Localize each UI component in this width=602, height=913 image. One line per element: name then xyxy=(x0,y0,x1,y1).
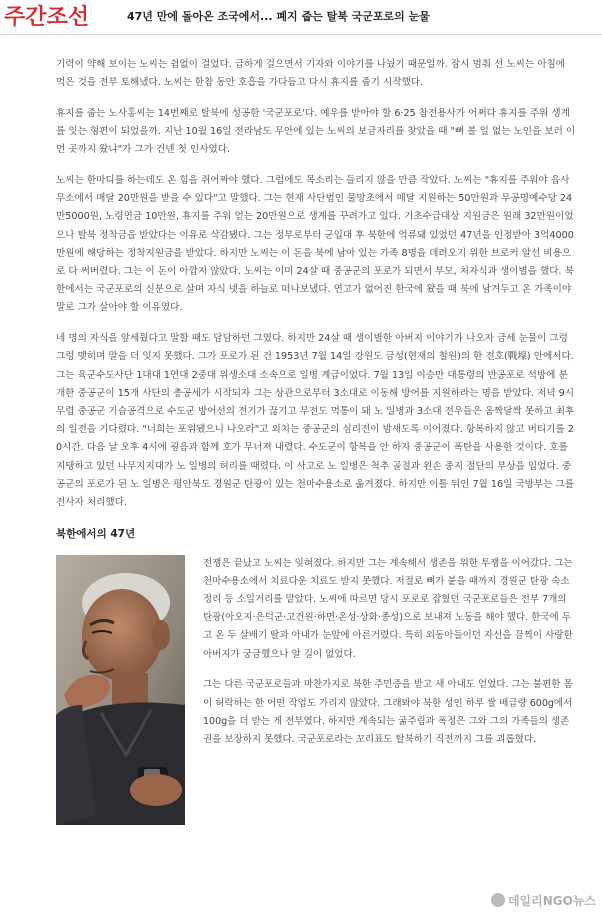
site-header xyxy=(0,0,602,35)
site-logo[interactable]: 주간조선 xyxy=(4,4,90,30)
article-paragraph-4: 네 명의 자식을 앞세웠다고 말할 때도 담담하던 그였다. 하지만 24살 때 생이별한 아버지 이야기가 나오자 금세 눈물이 그렁그렁 맺히며 말을 더 잇지 못했다. 그가 포로가 된 건 1953년 7월 14일 강원도 금성(현재의 철원)의 한 전호(戰壕) 안에서다. 그는 육군수도사단 1대대 1연대 2중대 위생소대 소속으로 일병 계급이었다. 7월 13일 이승만 대통령의 반공포로 석방에 분개한 중공군이 15개 사단의 총공세가 시작되자 그는 상관으로부터 3소대로 이동해 방어를 지원하라는 명을 받았다. 저녁 9시 무렵 중공군 기습공격으로 수도군 방어선의 전기가 끊기고 무전도 먹통이 돼 노 일병과 3소대 전우들은 옴짝달싹 못하고 최후의 일전을 기다렸다. "너희는 포위됐으니 나오라"고 외치는 중공군의 심리전이 밤새도록 이어졌다. 항복하지 않고 버티기를 20시간. 다음 날 오후 4시에 굉음과 함께 호가 무너져 내렸다. 수도군이 항복을 안 하자 중공군이 폭탄을 사용한 것이다. 호를 지탱하고 있던 나무지지대가 노 일병의 허리를 때렸다. 이 사고로 노 일병은 척추 골절과 왼손 중지 절단의 부상을 입었다. 중공군의 포로가 된 노 일병은 평안북도 경원군 탄광이 있는 천마수용소로 옮겨졌다. 하지만 이틀 뒤인 7월 16일 국방부는 그를 전사자 처리했다. xyxy=(56,333,575,508)
side-paragraph-1: 전쟁은 끝났고 노씨는 잊혀졌다. 하지만 그는 계속해서 생존을 위한 투쟁을 이어갔다. 그는 천마수용소에서 치료다운 치료도 받지 못했다. 저절로 뼈가 붙을 때까지 경원군 탄광 숙소 정리 등 소일거리를 맡았다. 노씨에 따르면 당시 포로로 잡혔던 국군포로들은 전부 7개의 탄광(아오지·은덕군·고건원·하면·온성·상화·종성)으로 보내져 노동을 해야 했다. 한국에 두고 온 두 살배기 딸과 아내가 눈앞에 아른거렸다. 특히 외동아들이던 자신을 끔찍이 사랑한 아버지가 궁금했으나 알 길이 없었다. xyxy=(203,557,573,660)
side-paragraph-2: 그는 다른 국군포로들과 마찬가지로 북한 주민증을 받고 새 아내도 얻었다. 그는 불편한 몸이 허락하는 한 어떤 작업도 가리지 않았다. 그래봐야 북한 성인 하루 쌀 배급량 600g에서 100g을 더 받는 게 전부였다. 하지만 계속되는 굶주림과 폭정은 그와 그의 가족들의 생존권을 보장하지 못했다. 국군포로라는 꼬리표도 탈북하기 직전까지 그를 괴롭혔다. xyxy=(203,679,573,745)
photo-section xyxy=(56,555,576,825)
watermark-circle-icon xyxy=(491,893,505,907)
watermark-logo xyxy=(491,892,596,909)
watermark-text: 데일리NGO뉴스 xyxy=(507,894,596,908)
article-paragraph-3: 노씨는 한마디를 하는데도 온 힘을 쥐어짜야 했다. 그럼에도 목소리는 들리지 않을 만큼 작았다. 노씨는 "휴지를 주워야 읍사무소에서 매달 20만원을 받을 수 있다"고 말했다. 그는 현재 사단법인 물망초에서 매달 지원하는 50만원과 무공명예수당 24만5000원, 노령연금 10만원, 휴지를 주워 얻는 20만원으로 생계를 꾸려가고 있다. 기초수급대상 지원금은 원래 32만원이었으나 탈북 정착금을 받았다는 이유로 삭감됐다. 그는 정부로부터 군입대 후 북한에 억류돼 있었던 47년을 인정받아 3억4000만원에 해당하는 정착지원금을 받았다. 하지만 노씨는 이 돈을 북에 남아 있는 가족 8명을 데려오기 위한 브로커 알선 비용으로 다 써버렸다. 그는 이 돈이 아깝지 않았다. 노씨는 이미 24살 때 중공군의 포로가 되면서 부모, 처자식과 생이별을 했다. 북한에서는 국군포로의 신분으로 살며 자식 넷을 하늘로 떠나보냈다. 연고가 없어진 한국에 왔을 때 북에 남겨두고 온 가족이야말로 그가 살아야 할 이유였다. xyxy=(56,175,574,314)
elderly-man-photo xyxy=(56,555,185,825)
portrait-illustration-icon xyxy=(56,555,185,825)
article-body xyxy=(56,56,576,825)
article-headline: 47년 만에 돌아온 조국에서... 폐지 줍는 탈북 국군포로의 눈물 xyxy=(127,10,430,23)
article-paragraph-2: 휴지를 줍는 노사홍씨는 14번째로 탈북에 성공한 '국군포로'다. 예우를 받아야 할 6·25 참전용사가 어쩌다 휴지를 주워 생계를 잇는 형편이 되었을까. 지난 10월 16일 전라남도 무안에 있는 노씨의 보금자리를 찾았을 때 "뼈 볼 일 없는 노인을 보러 이 먼 곳까지 왔냐"가 그가 건넨 첫 인사였다. xyxy=(56,107,576,156)
article-paragraph-1: 기력이 약해 보이는 노씨는 쉼없이 걸었다. 급하게 걸으면서 기자와 이야기를 나눴기 때문일까. 잠시 멈춰 선 노씨는 아침에 먹은 것을 전부 토해냈다. 노씨는 한참 동안 호흡을 가다듬고 다시 휴지를 줍기 시작했다. xyxy=(56,59,566,89)
section-title: 북한에서의 47년 xyxy=(56,527,136,540)
side-column xyxy=(203,555,578,762)
